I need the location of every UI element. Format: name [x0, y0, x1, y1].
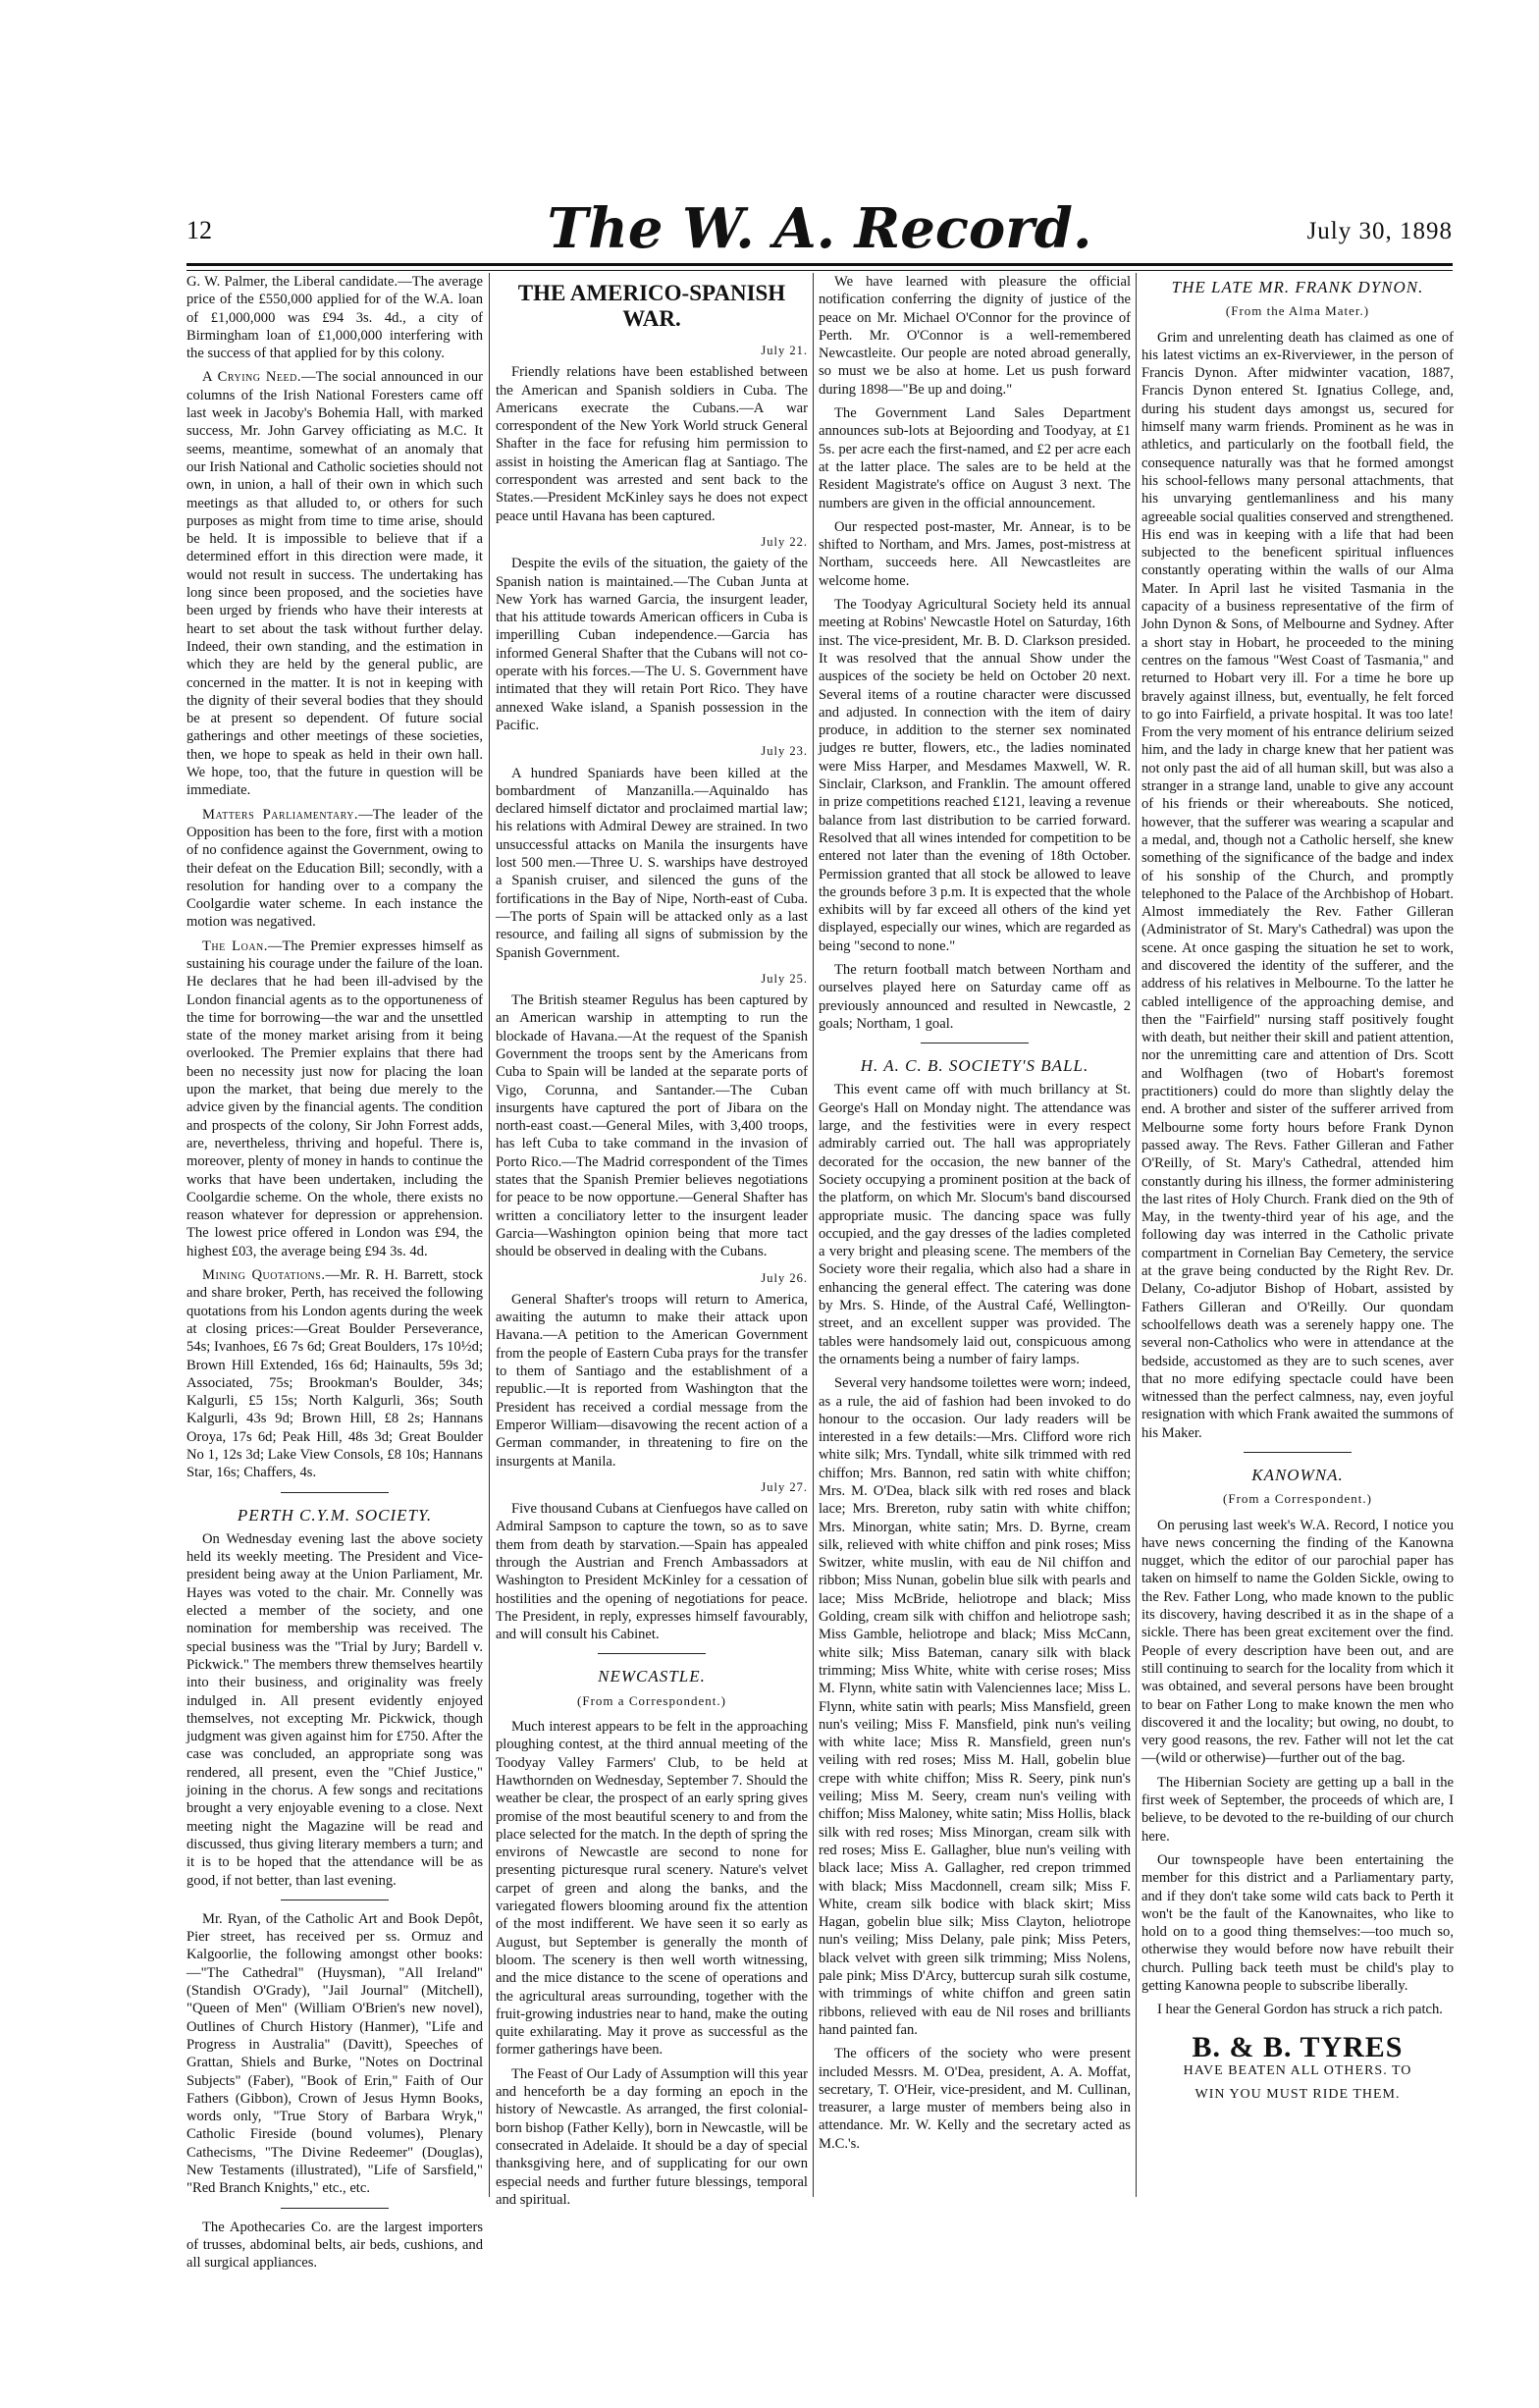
article-paragraph: On Wednesday evening last the above society held its weekly meeting. The President and Vice-president being away at the Union Parliament, Mr. Hayes was voted to the chair. Mr. Connelly was elected a member of the society, and one nomination for membership was received. The special business was the "Trial by Jury; Bardell v. Pickwick." The members threw themselves heartily into their business, and originality was freely indulged in. All present evidently enjoyed themselves, not excepting Mr. Pickwick, though judgment was given against him for £750. After the case was concluded, an appropriate song was rendered, all present, even the "Chief Justice," joining in the chorus. A few songs and recitations brought a very enjoyable evening to a close. Next meeting night the Magazine will be read and discussed, thus giving literary members a turn; and it is to be hoped that the attendance will be as good, if not better, than last evening. — [186, 1530, 483, 1889]
section-rule — [281, 2208, 389, 2209]
column-1 — [186, 273, 483, 2272]
paragraph-text: —The leader of the Opposition has been to the fore, first with a motion of no confidence against the Government, owing to their defeat on the Education Bill; secondly, with a resolution for handing over to a company the Coolgardie water scheme. In each instance the motion was negatived. — [186, 806, 483, 931]
section-heading: THE LATE MR. FRANK DYNON. — [1171, 278, 1424, 296]
article-paragraph: Several very handsome toilettes were worn; indeed, as a rule, the aid of fashion had been invoked to do honour to the occasion. Our lady readers will be interested in a few details:—Mrs. Clifford wore rich white silk; Mrs. Tyndall, white silk trimmed with red chiffon; Mrs. Bannon, red satin with white chiffon; Mrs. M. O'Dea, black silk with red roses and black lace; Mrs. Brereton, ruby satin with white chiffon; Mrs. Minorgan, white satin; Mrs. D. Byrne, cream silk, relieved with white chiffon and pink roses; Miss Switzer, white muslin, with eau de Nil chiffon and ribbon; Miss Nunan, gobelin blue silk with pearls and lace; Miss McBride, heliotrope and black; Miss Golding, cream silk with chiffon and heliotrope sash; Miss Gamble, heliotrope and black; Miss McCann, white silk; Miss Bateman, canary silk with black trimming; Miss White, white with cerise roses; Miss M. Flynn, white satin with Valenciennes lace; Miss L. Flynn, white satin with pearls; Miss Mansfield, green nun's veiling; Miss F. Mansfield, pink nun's veiling with white lace; Miss R. Mansfield, green nun's veiling with red roses; Miss M. Hall, gobelin blue crepe with white chiffon; Miss R. Seery, pink nun's veiling; Miss M. Seery, cream nun's veiling with chiffon; Miss Maloney, white satin; Miss Hollis, black silk with red roses; Miss Minorgan, cream silk with red roses; Miss E. Gallagher, blue nun's veiling with black lace; Miss A. Gallagher, red crepon trimmed with black; Miss Macdonnell, cream silk; Miss F. White, cream silk bodice with black skirt; Miss Hagan, gobelin blue silk; Miss Clayton, heliotrope nun's veiling; Miss Delany, pale pink; Miss Peters, black velvet with green silk trimming; Miss Nolens, pale pink; Miss D'Arcy, buttercup surah silk costume, with trimmings of white chiffon and green satin ribbons, relieved with eau de Nil roses and brilliants hand painted fan. — [819, 1375, 1131, 2038]
article-paragraph: Five thousand Cubans at Cienfuegos have called on Admiral Sampson to capture the town, so as to save them from death by starvation.—Spain has appealed through the Austrian and French Ambassadors at Washington to President McKinley for a cessation of hostilities and the opening of negotiations for peace. The President, in reply, expresses himself favourably, and will consult his Cabinet. — [496, 1501, 808, 1643]
section-rule — [281, 1492, 389, 1493]
article-paragraph: G. W. Palmer, the Liberal candidate.—The average price of the £550,000 applied for of the W.A. loan of £1,000,000 was £94 3s. 4d., a city of Birmingham loan of £1,000,000 interfering with the success of that applied for by this colony. — [186, 274, 483, 362]
dateline: July 25. — [761, 971, 808, 986]
column-divider — [813, 273, 814, 2197]
article-paragraph: The Apothecaries Co. are the largest importers of trusses, abdominal belts, air beds, cushions, and all surgical appliances. — [186, 2219, 483, 2272]
issue-date: July 30, 1898 — [1306, 218, 1453, 244]
paragraph-lead: Mining Quotations. — [202, 1267, 326, 1284]
header-rule-thin — [186, 270, 1453, 271]
dateline: July 23. — [761, 744, 808, 759]
header-rule — [186, 263, 1453, 266]
article-paragraph: This event came off with much brillancy at St. George's Hall on Monday night. The attendance was large, and the festivities were in every respect admirably carried out. The hall was appropriately decorated for the occasion, the new banner of the Society occupying a prominent position at the back of the platform, on which Mr. Slocum's band discoursed appropriate music. The dancing space was fully occupied, and the gay dresses of the ladies completed a very bright and pleasing scene. The members of the Society wore their regalia, which also had a share in enhancing the general effect. The catering was done by Mrs. S. Hinde, of the Austral Café, Wellington-street, and an excellent supper was provided. The tables were handsomely laid out, conspicuous among the ornaments being a number of fairy lamps. — [819, 1082, 1131, 1367]
article-paragraph: Much interest appears to be felt in the approaching ploughing contest, at the third annual meeting of the Toodyay Valley Farmers' Club, to be held at Hawthornden on Wednesday, September 7. Should the weather be clear, the prospect of an early spring gives promise of the most beautiful scenery to and from the place selected for the match. In the depth of spring the environs of Newcastle are second to none for presenting picturesque rural scenery. Nature's velvet carpet of green and along the banks, and the variegated flowers blooming around fix the attention of the most indifferent. We have seen it so early as August, but September is generally the month of bloom. The scenery is then well worth witnessing, and the mice distance to the scene of operations and the agricultural areas surrounding, together with the fruit-growing industries near to hand, make the outing quite exhilarating. May it prove as successful as the former gatherings have been. — [496, 1719, 808, 2059]
article-paragraph: The return football match between Northam and ourselves played here on Saturday came off as previously announced and resulted in Newcastle, 2 goals; Northam, 1 goal. — [819, 961, 1131, 1032]
article-paragraph: The Government Land Sales Department announces sub-lots at Bejoording and Toodyay, at £1 5s. per acre each the first-named, and £2 per acre each at the latter place. The sales are to be held at the Resident Magistrate's office on August 3 next. The numbers are given in the official announcement. — [819, 405, 1131, 511]
section-heading: THE AMERICO-SPANISH WAR. — [517, 281, 786, 331]
ad-line: WIN YOU MUST RIDE THEM. — [1194, 2087, 1401, 2103]
masthead-title: The W. A. Record. — [547, 196, 1092, 261]
paragraph-text: —The social announced in our columns of the Irish National Foresters came off last week in Jacoby's Bohemia Hall, with marked success, Mr. John Garvey officiating as M.C. It seems, meantime, somewhat of an anomaly that our Irish National and Catholic societies should not own, in union, a hall of their own in which such meetings as that alluded to, or others for such purposes as might from time to time arise, should be held. It is impossible to believe that if a determined effort in this direction were made, it would not result in success. The undertaking has long since been proposed, and the societies have been urged by friends who have their interests at heart to set about the task without further delay. Indeed, their own standing, and the estimation in which they are held by the general public, are concerned in the matter. It is not in keeping with the dignity of their several bodies that they should be at present so dependent. Of future social gatherings and other meetings of these societies, then, we hope to speak as held in their own hall. We hope, too, that the future in question will be immediate. — [186, 369, 483, 799]
article-paragraph — [186, 1266, 483, 1482]
section-subheading: (From a Correspondent.) — [1223, 1491, 1372, 1507]
section-subheading: (From a Correspondent.) — [577, 1692, 726, 1708]
dateline: July 26. — [761, 1270, 808, 1285]
column-divider — [489, 273, 490, 2197]
ad-title: B. & B. TYRES — [1192, 2030, 1404, 2063]
article-paragraph: Grim and unrelenting death has claimed as one of his latest victims an ex-Riverviewer, in the person of Francis Dynon. After midwinter vacation, 1887, Francis Dynon entered St. Ignatius College, and, during his student days amongst us, secured for himself many warm friends. Prominent as he was in athletics, and particularly on the football field, the consequence naturally was that he formed amongst his school-fellows many personal attachments, that his unvarying gentlemanliness and his many agreeable social qualities conserved and strengthened. His end was in keeping with a life that had been subjected to the beneficent spiritual influences constantly operating within the walls of our Alma Mater. In April last he visited Tasmania in the capacity of a business representative of the firm of John Dynon & Sons, of Melbourne and Sydney. After a short stay in Hobart, he proceeded to the mining centres on the famous "West Coast of Tasmania," and returned to Hobart very ill. For a time he bore up bravely against illness, but, eventually, he felt forced to go into Fairfield, a private hospital. It was too late! From the very moment of his entrance delirium seized him, and the lady in charge knew that her patient was not only past the aid of all human skill, but was also a stranger in a strange land, unable to give any account of his friends or their whereabouts. She noticed, however, that the sufferer was wearing a scapular and a medal, and, though not a Catholic herself, she knew something of the significance of the badge and index of his sonship of the Church, and promptly telephoned to the Palace of the Archbishop of Hobart. Almost immediately the Rev. Father Gilleran (Administrator of St. Mary's Cathedral) was upon the scene. At once gasping the situation he set to work, and discovered the identity of the sufferer, and the address of his relatives in Melbourne. To the latter he cabled intelligence of the approaching demise, and then the "Fairfield" nursing staff positively fought with death, but neither their skill and patient attention, nor the unremitting care and attention of Drs. Scott and Wolfhagen (two of Hobart's foremost practitioners) could do more than slightly delay the end. A brother and sister of the sufferer arrived from Melbourne some forty hours before Frank Dynon passed away. The Revs. Father Gilleran and Father O'Reilly, of St. Mary's Cathedral, attended him constantly during his illness, the former administering the last rites of Holy Church. Frank died on the 9th of May, in the twenty-third year of his age, and the following day was interred in the Catholic private compartment in Cornelian Bay Cemetery, the service at the grave being conducted by the Right Rev. Dr. Delany, Co-adjutor Bishop of Hobart, assisted by Fathers Gilleran and O'Reilly. Our quondam schoolfellows death was a serenely happy one. The several non-Catholics who were in attendance at the bedside, accustomed as they are to such scenes, aver that no more edifying spectacle could have been witnessed than the perfect calmness, nay, even joyful resignation with which Frank awaited the summons of his Maker. — [1141, 329, 1454, 1441]
article-paragraph: I hear the General Gordon has struck a rich patch. — [1157, 2002, 1443, 2018]
article-paragraph: Our townspeople have been entertaining the member for this district and a Parliamentary party, and if they don't take some wild cats back to Perth it won't be the fault of the Kanownaites, who like to hold on to a good thing themselves:—too much so, otherwise they would before now have rebuilt their church. Pulling back teeth must be child's play to getting Kanowna people to subscribe liberally. — [1141, 1851, 1454, 1995]
article-paragraph: Despite the evils of the situation, the gaiety of the Spanish nation is maintained.—The Cuban Junta at New York has warned Garcia, the insurgent leader, that his attitude towards American officers in Cuba is imperilling Cuban independence.—Garcia has informed General Shafter that the Cubans will not co-operate with his forces.—The U. S. Government have intimated that they will retain Port Rico. They have annexed Wake island, a Spanish possession in the Pacific. — [496, 556, 808, 733]
dateline: July 22. — [761, 534, 808, 549]
paragraph-text: —The Premier expresses himself as sustaining his courage under the failure of the loan. He declares that he had been ill-advised by the London financial agents as to the opportuneness of the time for borrowing—the war and the unsettled state of the money market arising from it being overlooked. The Premier explains that there had been no necessity just now for placing the loan upon the market, that being due merely to the advice given by the financial agents. The condition and prospects of the colony, Sir John Forrest adds, are, nevertheless, thriving and hopeful. There is, moreover, plenty of money in hands to continue the works that have been undertaken, including the Coolgardie scheme. On the whole, there exists no reason whatever for depression or apprehension. The lowest price offered in London was £94, the highest £03, the average being £94 3s. 4d. — [186, 937, 483, 1259]
article-paragraph: A hundred Spaniards have been killed at the bombardment of Manzanilla.—Aquinaldo has declared himself dictator and proclaimed martial law; his relations with Admiral Dewey are strained. In two unsuccessful attacks on Manila the insurgents have lost 500 men.—Three U. S. warships have destroyed a Spanish cruiser, and silenced the guns of the fortifications in the Bay of Nipe, North-east of Cuba.—The ports of Spain will be attacked only as a last resource, and failing all signs of submission by the Spanish Government. — [496, 765, 808, 961]
column-divider — [1136, 273, 1137, 2197]
paragraph-lead: A Crying Need. — [202, 369, 302, 386]
article-paragraph: The Toodyay Agricultural Society held its annual meeting at Robins' Newcastle Hotel on Saturday, 16th inst. The vice-president, Mr. B. D. Clarkson presided. It was resolved that the annual Show under the auspices of the society be held on October 20 next. Several items of a routine character were discussed and adjusted. In connection with the item of dairy produce, in addition to the sterner sex nominated judges re butter, flowers, etc., the ladies nominated were Miss Harper, and Mesdames Maxwell, W. R. Sinclair, Clarkson, and Franklin. The amount offered in prize competitions reached £121, leaving a revenue balance from last distribution to be carried forward. Resolved that all wines intended for competition to be entered not later than the evening of 18th October. Permission granted that all stock be allowed to leave the grounds before 3 p.m. It is expected that the whole exhibits will by far exceed all others of the kind yet displayed, especially our wines, which are regarded as being "second to none." — [819, 597, 1131, 954]
article-paragraph: General Shafter's troops will return to America, awaiting the autumn to make their attack upon Havana.—A petition to the American Government from the people of Eastern Cuba prays for the transfer to them of Santiago and the establishment of a republic.—It is reported from Washington that the President has received a cordial message from the Emperor William—disavowing the recent action of a German commander, in threatening to fire on the insurgents at Manila. — [496, 1291, 808, 1470]
section-rule — [598, 1653, 706, 1654]
article-paragraph: The officers of the society who were present included Messrs. M. O'Dea, president, A. A. Moffat, secretary, T. O'Heir, vice-president, and M. Cullinan, treasurer, a large muster of members being also in attendance. Mr. W. Kelly and the secretary acted as M.C.'s. — [819, 2046, 1131, 2152]
article-paragraph: On perusing last week's W.A. Record, I notice you have news concerning the finding of the Kanowna nugget, which the editor of our parochial paper has taken on himself to name the Golden Sickle, owing to the Rev. Father Long, who made known to the public its discovery, having described it as in the shape of a sickle. There has been great excitement over the find. People of every description have been out, and are still continuing to search for the locality from which it was obtained, and several persons have been brought to bear on Father Long to make known the men who discovered it and the locality; but owing, no doubt, to very good reasons, the rev. Father will not let the cat—(wild or otherwise)—further out of the bag. — [1141, 1517, 1454, 1767]
column-4 — [1141, 273, 1454, 2207]
article-paragraph: The Feast of Our Lady of Assumption will this year and henceforth be a day forming an epoch in the history of Newcastle. As arranged, the first colonial-born bishop (Father Kelly), born in Newcastle, will be consecrated in Adelaide. It should be a day of special thanksgiving here, and of supplicating for our own especial needs and further future blessings, temporal and spiritual. — [496, 2065, 808, 2208]
dateline: July 21. — [761, 344, 808, 357]
article-paragraph: The Hibernian Society are getting up a ball in the first week of September, the proceeds of which are, I believe, to be devoted to the re-building of our church here. — [1141, 1774, 1454, 1845]
article-paragraph — [186, 937, 483, 1260]
section-heading: NEWCASTLE. — [598, 1667, 706, 1686]
paragraph-lead: The Loan. — [202, 937, 268, 954]
article-paragraph: Friendly relations have been established between the American and Spanish soldiers in Cuba. The Americans execrate the Cubans.—A war correspondent of the New York World struck General Shafter in the face for refusing him permission to assist in hoisting the American flag at Santiago. The correspondent was arrested and sent back to the States.—President McKinley says he does not expect peace until Havana has been captured. — [496, 364, 808, 524]
article-paragraph — [186, 368, 483, 799]
masthead-bar — [186, 196, 1453, 273]
dateline: July 27. — [761, 1479, 808, 1494]
page-number: 12 — [186, 216, 212, 244]
section-heading: KANOWNA. — [1251, 1466, 1344, 1484]
advertisement — [1141, 2030, 1454, 2105]
column-2 — [496, 273, 808, 2207]
article-paragraph: Mr. Ryan, of the Catholic Art and Book Depôt, Pier street, has received per ss. Ormuz and Kalgoorlie, the following amongst other books:—"The Cathedral" (Huysman), "All Ireland" (Standish O'Grady), "Jail Journal" (Mitchell), "Queen of Men" (William O'Brien's new novel), Outlines of Church History (Hanmer), "Life and Progress in Australia" (Davitt), Speeches of Grattan, Shiels and Burke, "Notes on Doctrinal Subjects" (Faber), "Book of Erin," Faith of Our Fathers (Gibbon), Crown of Jesus Hymn Books, words only, "True Story of Barbara Wryk," Catholic Fireside (bound volumes), Plenary Cathecisms, "The Divine Redeemer" (Douglas), New Testaments (illustrated), "Life of Sarsfield," "Red Branch Knights," etc., etc. — [186, 1910, 483, 2197]
paragraph-lead: Matters Parliamentary. — [202, 806, 359, 823]
section-subheading: (From the Alma Mater.) — [1225, 303, 1370, 319]
article-paragraph: We have learned with pleasure the official notification conferring the dignity of justice of the peace on Mr. Michael O'Connor for the province of Perth. Mr. O'Connor is a well-remembered Newcastleite. Our people are noted abroad generally, so must we be also at home. Let us push forward during 1898—"Be up and doing." — [819, 274, 1131, 398]
article-paragraph — [186, 806, 483, 932]
article-paragraph: The British steamer Regulus has been captured by an American warship in attempting to run the blockade of Havana.—At the request of the Spanish Government the troops sent by the Americans from Cuba to Spain will be landed at the separate ports of Vigo, Corunna, and Santander.—The Cuban insurgents have captured the port of Jibara on the north-east coast.—General Miles, with 3,400 troops, has left Cuba to take command in the invasion of Porto Rico.—The Madrid correspondent of the Times states that the Spanish Premier believes negotiations for peace to be now opportune.—General Shafter has written a conciliatory letter to the insurgent leader Garcia—Washington opinion being that more tact should be observed in dealing with the Cubans. — [496, 992, 808, 1260]
paragraph-text: —Mr. R. H. Barrett, stock and share broker, Perth, has received the following quotations from his London agents during the week at closing prices:—Great Boulder Perseverance, 54s; Ivanhoes, £6 7s 6d; Great Boulders, 17s 10½d; Brown Hill Extended, 16s 6d; Hainaults, 59s 3d; Associated, 75s; Brookman's Boulder, 34s; Kalgurli, £5 15s; North Kalgurli, 36s; South Kalgurli, 43s 9d; Brown Hill, £8 2s; Hannans Oroya, 17s 6d; Peak Hill, 48s 3d; Great Boulder No 1, 12s 3d; Lake View Consols, £8 10s; Hannans Star, 16s; Chaffers, 4s. — [186, 1267, 483, 1481]
section-heading: PERTH C.Y.M. SOCIETY. — [237, 1505, 433, 1525]
column-3 — [819, 273, 1131, 2207]
section-heading: H. A. C. B. SOCIETY'S BALL. — [860, 1056, 1089, 1076]
ad-line: HAVE BEATEN ALL OTHERS. TO — [1183, 2062, 1412, 2078]
section-rule — [1244, 1452, 1352, 1453]
article-paragraph: Our respected post-master, Mr. Annear, is to be shifted to Northam, and Mrs. James, post-mistress at Northam, succeeds here. All Newcastleites are welcome home. — [819, 518, 1131, 589]
